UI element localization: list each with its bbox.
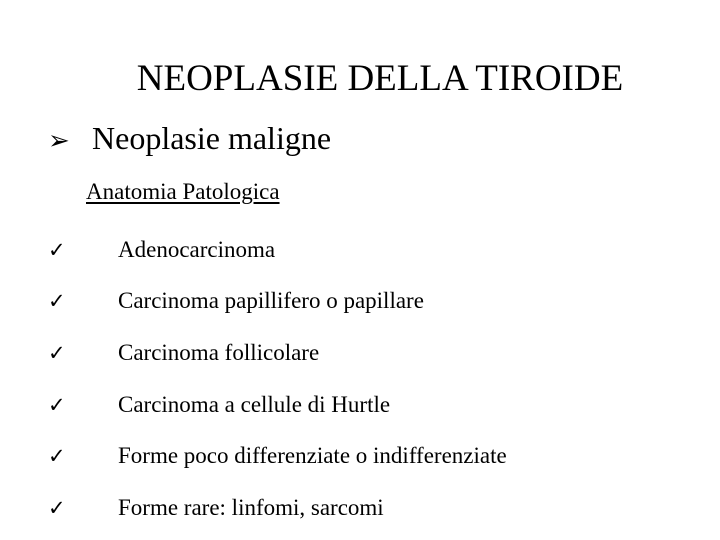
slide-title: NEOPLASIE DELLA TIROIDE	[136, 58, 624, 99]
list-item	[48, 379, 507, 431]
list-item-label: Forme poco differenziate o indifferenziate	[118, 443, 507, 469]
checkmark-icon: ✓	[48, 495, 66, 520]
checkmark-icon: ✓	[48, 444, 66, 469]
list-item	[48, 276, 507, 328]
list-item-label: Adenocarcinoma	[118, 236, 276, 262]
checkmark-icon: ✓	[48, 392, 66, 417]
subheading: Anatomia Patologica	[86, 179, 280, 204]
section-heading-label: Neoplasie maligne	[92, 120, 332, 156]
checkmark-icon: ✓	[48, 340, 66, 365]
checkmark-icon: ✓	[48, 237, 66, 262]
list-item	[48, 327, 507, 379]
section-heading	[48, 116, 331, 163]
list-item	[48, 430, 507, 482]
list-item-label: Forme rare: linfomi, sarcomi	[118, 494, 384, 520]
list-item	[48, 224, 507, 276]
checkmark-icon: ✓	[48, 289, 66, 314]
list-item-label: Carcinoma papillifero o papillare	[118, 288, 424, 314]
checklist	[48, 224, 507, 534]
list-item-label: Carcinoma a cellule di Hurtle	[118, 391, 391, 417]
list-item-label: Carcinoma follicolare	[118, 339, 320, 365]
list-item	[48, 482, 507, 534]
arrow-bullet-icon: ➢	[48, 126, 70, 156]
